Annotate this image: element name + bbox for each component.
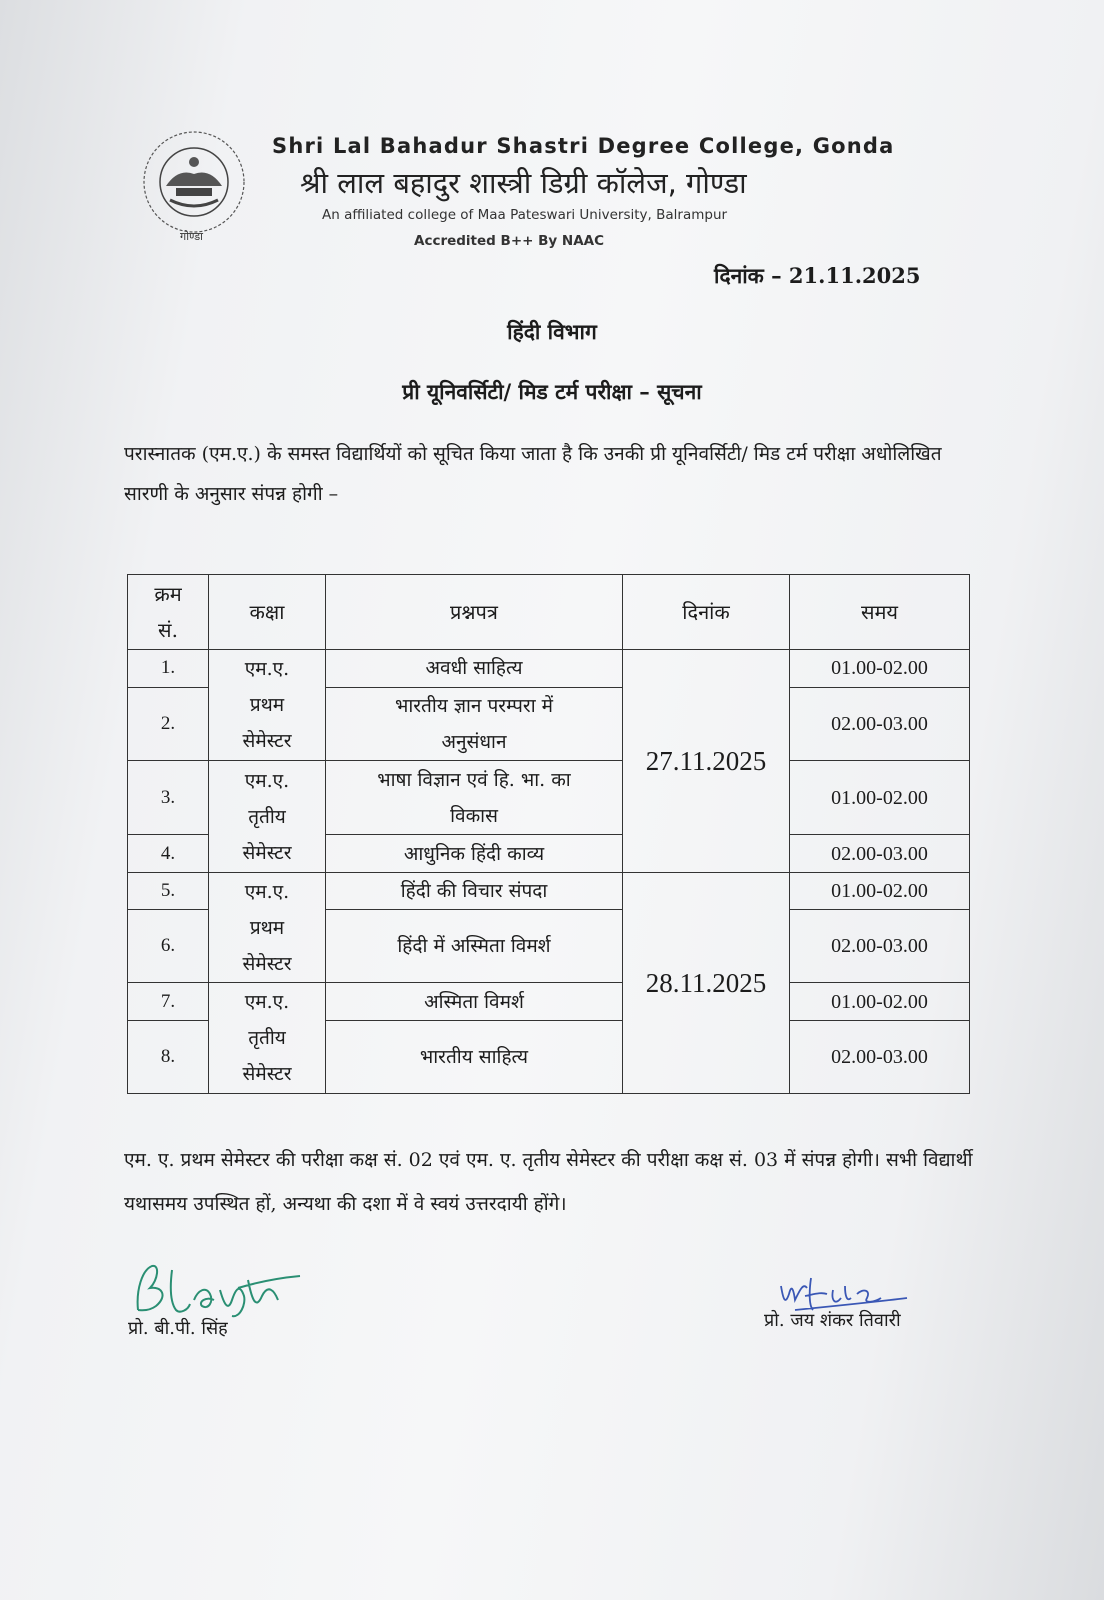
paper-cell: भारतीय ज्ञान परम्परा में अनुसंधान [326, 687, 623, 761]
serial-cell: 8. [128, 1020, 209, 1093]
serial-cell: 4. [128, 835, 209, 873]
table-header-row [128, 575, 970, 650]
class-cell: एम.ए. तृतीय सेमेस्टर [209, 983, 326, 1094]
college-seal-logo [138, 128, 256, 246]
class-cell: एम.ए. प्रथम सेमेस्टर [209, 650, 326, 761]
intro-paragraph: परास्नातक (एम.ए.) के समस्त विद्यार्थियों को सूचित किया जाता है कि उनकी प्री यूनिवर्सिटी/ मिड टर्म परीक्षा अधोलिखित सारणी के अनुसार संपन्न होगी – [124, 443, 942, 505]
affiliation-line: An affiliated college of Maa Pateswari University, Balrampur [322, 207, 728, 223]
header-date: दिनांक [623, 575, 790, 650]
serial-cell: 5. [128, 872, 209, 910]
table-row [128, 761, 970, 835]
notice-title: प्री यूनिवर्सिटी/ मिड टर्म परीक्षा – सूचना [402, 379, 702, 404]
time-cell: 01.00-02.00 [790, 983, 970, 1021]
serial-cell: 2. [128, 687, 209, 761]
paper-cell: भारतीय साहित्य [326, 1020, 623, 1093]
class-cell: एम.ए. तृतीय सेमेस्टर [209, 761, 326, 872]
right-signatory-name: प्रो. जय शंकर तिवारी [764, 1310, 901, 1331]
header-class: कक्षा [209, 575, 326, 650]
serial-cell: 6. [128, 910, 209, 983]
time-cell: 02.00-03.00 [790, 835, 970, 873]
time-cell: 02.00-03.00 [790, 687, 970, 761]
time-cell: 01.00-02.00 [790, 761, 970, 835]
date-cell: 28.11.2025 [623, 872, 790, 1093]
college-name-hindi: श्री लाल बहादुर शास्त्री डिग्री कॉलेज, गोण्डा [300, 166, 747, 200]
header-serial: क्रम सं. [128, 575, 209, 650]
class-cell: एम.ए. प्रथम सेमेस्टर [209, 872, 326, 982]
time-cell: 01.00-02.00 [790, 872, 970, 910]
header-paper: प्रश्नपत्र [326, 575, 623, 650]
left-signature [128, 1260, 308, 1320]
accreditation-line: Accredited B++ By NAAC [414, 233, 605, 249]
date-cell: 27.11.2025 [623, 650, 790, 873]
exam-schedule-table [127, 574, 970, 1094]
table-row [128, 872, 970, 910]
paper-cell: अस्मिता विमर्श [326, 983, 623, 1021]
left-signatory-name: प्रो. बी.पी. सिंह [128, 1318, 228, 1339]
department-heading: हिंदी विभाग [507, 319, 597, 344]
serial-cell: 3. [128, 761, 209, 835]
table-row [128, 650, 970, 688]
paper-cell: हिंदी में अस्मिता विमर्श [326, 910, 623, 983]
serial-cell: 7. [128, 983, 209, 1021]
time-cell: 02.00-03.00 [790, 910, 970, 983]
time-cell: 01.00-02.00 [790, 650, 970, 688]
svg-text:गोण्डा: गोण्डा [180, 230, 204, 243]
paper-cell: आधुनिक हिंदी काव्य [326, 835, 623, 873]
time-cell: 02.00-03.00 [790, 1020, 970, 1093]
paper-cell: हिंदी की विचार संपदा [326, 872, 623, 910]
paper-cell: अवधी साहित्य [326, 650, 623, 688]
closing-paragraph: एम. ए. प्रथम सेमेस्टर की परीक्षा कक्ष सं. 02 एवं एम. ए. तृतीय सेमेस्टर की परीक्षा कक्ष सं. 03 में संपन्न होगी। सभी विद्यार्थी यथासमय उपस्थित हों, अन्यथा की दशा में वे स्वयं उत्तरदायी होंगे। [124, 1149, 973, 1215]
notice-date: दिनांक – 21.11.2025 [714, 263, 921, 288]
college-name-english: Shri Lal Bahadur Shastri Degree College, Gonda [272, 134, 895, 158]
table-row [128, 983, 970, 1021]
paper-cell: भाषा विज्ञान एवं हि. भा. का विकास [326, 761, 623, 835]
serial-cell: 1. [128, 650, 209, 688]
header-time: समय [790, 575, 970, 650]
